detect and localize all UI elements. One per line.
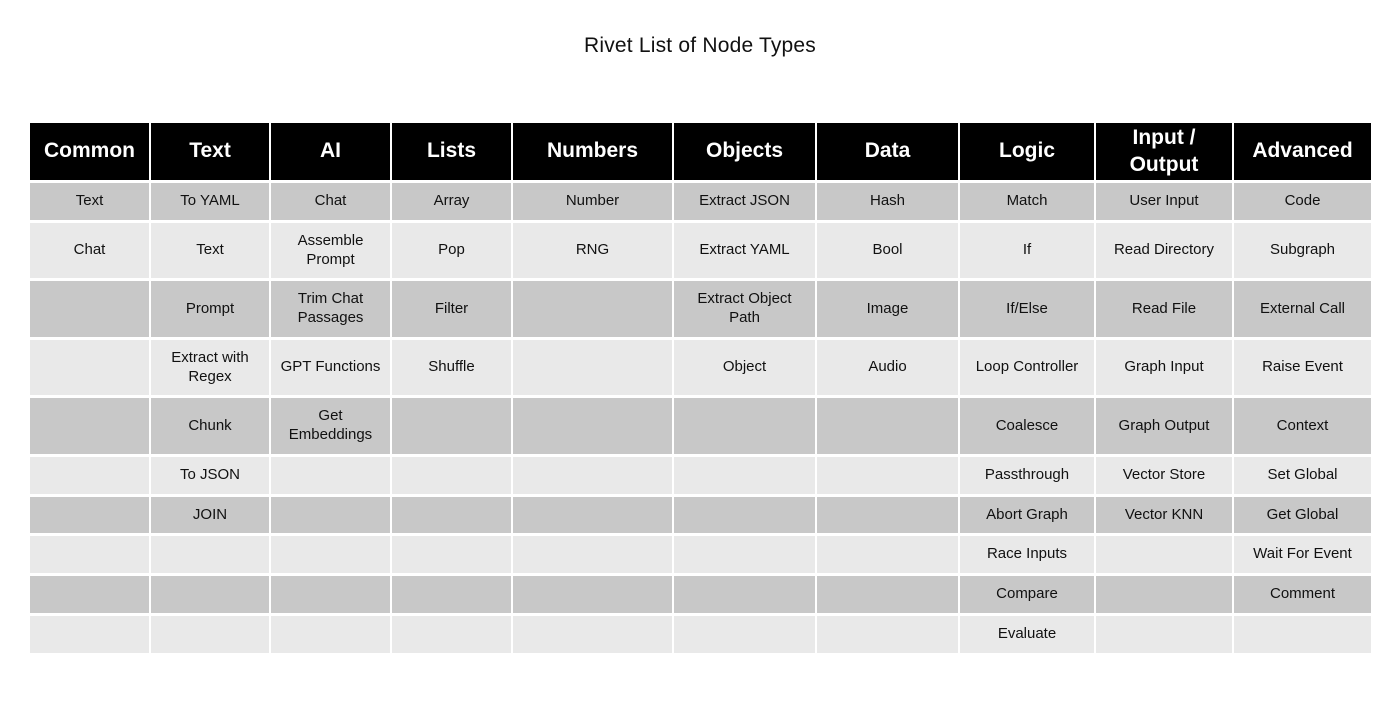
- table-cell: Number: [513, 183, 672, 220]
- table-cell: Bool: [817, 223, 958, 279]
- table-cell: [392, 398, 511, 454]
- table-cell: Raise Event: [1234, 340, 1371, 396]
- table-cell: Context: [1234, 398, 1371, 454]
- table-cell: [30, 497, 149, 534]
- table-row: [30, 497, 1371, 534]
- table-row: [30, 398, 1371, 454]
- table-cell: Audio: [817, 340, 958, 396]
- table-cell: [513, 616, 672, 653]
- header-row: [30, 123, 1371, 180]
- table-cell: Hash: [817, 183, 958, 220]
- table-cell: Get Global: [1234, 497, 1371, 534]
- column-header: AI: [271, 123, 390, 180]
- table-cell: [271, 616, 390, 653]
- column-header: Lists: [392, 123, 511, 180]
- table-cell: Image: [817, 281, 958, 337]
- table-cell: [392, 497, 511, 534]
- table-cell: Match: [960, 183, 1094, 220]
- table-row: [30, 576, 1371, 613]
- table-cell: [513, 398, 672, 454]
- table-body: [30, 183, 1371, 653]
- table-cell: [151, 536, 269, 573]
- table-row: [30, 457, 1371, 494]
- column-header: Common: [30, 123, 149, 180]
- column-header: Data: [817, 123, 958, 180]
- table-cell: [30, 536, 149, 573]
- column-header: Logic: [960, 123, 1094, 180]
- table-cell: Graph Output: [1096, 398, 1232, 454]
- table-cell: Loop Controller: [960, 340, 1094, 396]
- table-cell: Prompt: [151, 281, 269, 337]
- table-cell: Shuffle: [392, 340, 511, 396]
- table-row: [30, 223, 1371, 279]
- table-cell: [513, 340, 672, 396]
- table-cell: [674, 536, 815, 573]
- table-cell: [271, 576, 390, 613]
- table-cell: Extract Object Path: [674, 281, 815, 337]
- table-cell: Code: [1234, 183, 1371, 220]
- column-header: Advanced: [1234, 123, 1371, 180]
- table-cell: To YAML: [151, 183, 269, 220]
- table-cell: [30, 457, 149, 494]
- table-cell: [513, 536, 672, 573]
- table-cell: [271, 536, 390, 573]
- table-row: [30, 340, 1371, 396]
- table-row: [30, 616, 1371, 653]
- table-cell: Pop: [392, 223, 511, 279]
- table-cell: Read File: [1096, 281, 1232, 337]
- table-cell: Filter: [392, 281, 511, 337]
- table-cell: User Input: [1096, 183, 1232, 220]
- table-cell: [513, 576, 672, 613]
- table-cell: Chat: [30, 223, 149, 279]
- table-cell: Extract with Regex: [151, 340, 269, 396]
- table-cell: [674, 497, 815, 534]
- table-cell: [271, 497, 390, 534]
- table-cell: Coalesce: [960, 398, 1094, 454]
- table-cell: If/Else: [960, 281, 1094, 337]
- table-row: [30, 281, 1371, 337]
- table-row: [30, 536, 1371, 573]
- table-cell: Text: [151, 223, 269, 279]
- table-cell: Graph Input: [1096, 340, 1232, 396]
- table-cell: Get Embeddings: [271, 398, 390, 454]
- table-cell: [30, 398, 149, 454]
- page-title: Rivet List of Node Types: [583, 34, 817, 57]
- table-cell: To JSON: [151, 457, 269, 494]
- table-cell: [271, 457, 390, 494]
- table-cell: If: [960, 223, 1094, 279]
- table-cell: [674, 576, 815, 613]
- table-cell: Vector Store: [1096, 457, 1232, 494]
- table-cell: Compare: [960, 576, 1094, 613]
- table-cell: [674, 457, 815, 494]
- table-cell: [151, 616, 269, 653]
- table-cell: Object: [674, 340, 815, 396]
- table-cell: [674, 398, 815, 454]
- table-cell: [1096, 576, 1232, 613]
- table-cell: External Call: [1234, 281, 1371, 337]
- table-cell: Text: [30, 183, 149, 220]
- table-cell: Vector KNN: [1096, 497, 1232, 534]
- table-cell: [151, 576, 269, 613]
- table-cell: Abort Graph: [960, 497, 1094, 534]
- table-cell: [817, 576, 958, 613]
- table-cell: Race Inputs: [960, 536, 1094, 573]
- table-cell: [513, 497, 672, 534]
- table-cell: [817, 536, 958, 573]
- table-cell: [392, 457, 511, 494]
- table-cell: Wait For Event: [1234, 536, 1371, 573]
- table-cell: [30, 616, 149, 653]
- table-cell: Array: [392, 183, 511, 220]
- table-header: [30, 123, 1371, 180]
- table-cell: [674, 616, 815, 653]
- table-cell: Chunk: [151, 398, 269, 454]
- table-cell: [1096, 536, 1232, 573]
- table-cell: Comment: [1234, 576, 1371, 613]
- table-cell: Assemble Prompt: [271, 223, 390, 279]
- table-cell: [30, 340, 149, 396]
- table-cell: GPT Functions: [271, 340, 390, 396]
- table-cell: [513, 457, 672, 494]
- column-header: Numbers: [513, 123, 672, 180]
- table-cell: [1096, 616, 1232, 653]
- table-cell: JOIN: [151, 497, 269, 534]
- table-cell: [817, 457, 958, 494]
- column-header: Text: [151, 123, 269, 180]
- table-cell: Extract JSON: [674, 183, 815, 220]
- table-cell: [817, 616, 958, 653]
- table-cell: Passthrough: [960, 457, 1094, 494]
- node-types-table: [28, 120, 1373, 656]
- table-cell: Read Directory: [1096, 223, 1232, 279]
- table-cell: Chat: [271, 183, 390, 220]
- table-cell: Evaluate: [960, 616, 1094, 653]
- table-row: [30, 183, 1371, 220]
- table-cell: [817, 497, 958, 534]
- table-cell: Trim Chat Passages: [271, 281, 390, 337]
- table-cell: [392, 576, 511, 613]
- column-header: Objects: [674, 123, 815, 180]
- table-cell: [392, 616, 511, 653]
- table-cell: [392, 536, 511, 573]
- table-cell: Set Global: [1234, 457, 1371, 494]
- table-cell: [30, 576, 149, 613]
- table-cell: [817, 398, 958, 454]
- column-header: Input / Output: [1096, 123, 1232, 180]
- table-cell: Subgraph: [1234, 223, 1371, 279]
- table-cell: [513, 281, 672, 337]
- table-cell: Extract YAML: [674, 223, 815, 279]
- table-cell: [1234, 616, 1371, 653]
- table-cell: [30, 281, 149, 337]
- table-cell: RNG: [513, 223, 672, 279]
